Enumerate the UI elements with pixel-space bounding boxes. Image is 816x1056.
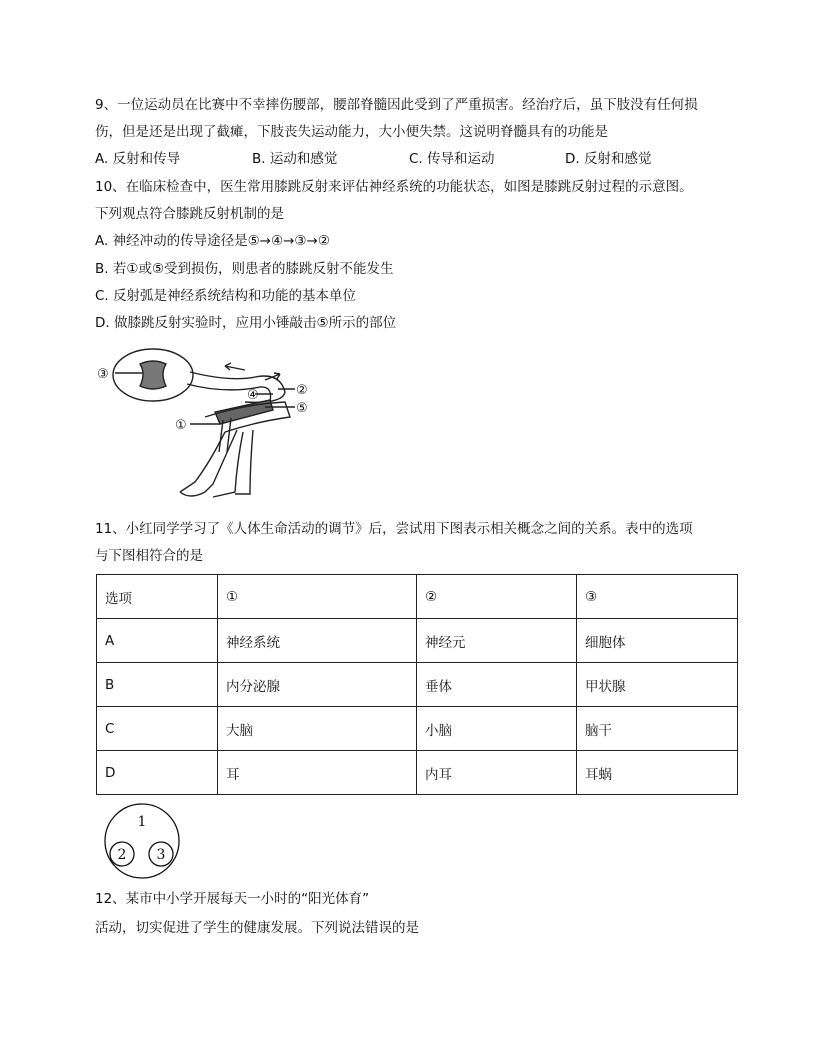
table-cell: 大脑 (218, 707, 417, 751)
table-cell: 垂体 (417, 663, 577, 707)
table-cell: 内耳 (417, 751, 577, 795)
table-cell: 神经元 (417, 619, 577, 663)
q12-stem-line1: 12、某市中小学开展每天一小时的“阳光体育” (95, 891, 370, 907)
concept-circle-diagram (97, 803, 191, 879)
table-cell: ③ (577, 575, 738, 619)
figure-label-2: ② (296, 383, 308, 398)
q11-options-table (96, 574, 738, 795)
q10-option-a: A. 神经冲动的传导途径是⑤→④→③→② (95, 233, 330, 249)
table-cell: ① (218, 575, 417, 619)
q9-stem-line1: 9、一位运动员在比赛中不幸摔伤腰部，腰部脊髓因此受到了严重损害。经治疗后，虽下肢没有任何损 (95, 97, 698, 113)
leg-front (180, 432, 225, 492)
q9-option-b: B. 运动和感觉 (252, 151, 338, 167)
q10-option-c: C. 反射弧是神经系统结构和功能的基本单位 (95, 288, 357, 304)
table-cell: 内分泌腺 (218, 663, 417, 707)
q11-stem-line2: 与下图相符合的是 (95, 548, 203, 564)
table-row (97, 751, 738, 795)
table-cell: 小脑 (417, 707, 577, 751)
table-cell: 细胞体 (577, 619, 738, 663)
table-cell: 脑干 (577, 707, 738, 751)
knee-reflex-figure (95, 342, 320, 507)
q11-stem-line1: 11、小红同学学习了《人体生命活动的调节》后，尝试用下图表示相关概念之间的关系。表中的选项 (95, 521, 693, 537)
q9-option-c: C. 传导和运动 (409, 151, 495, 167)
figure-label-5: ⑤ (296, 401, 308, 416)
figure-label-4: ④ (247, 388, 259, 403)
figure-label-3: ③ (97, 367, 109, 382)
table-row (97, 575, 738, 619)
table-row (97, 619, 738, 663)
table-cell: 甲状腺 (577, 663, 738, 707)
q9-option-d: D. 反射和感觉 (565, 151, 652, 167)
table-cell: ② (417, 575, 577, 619)
table-cell: B (97, 663, 218, 707)
q9-option-a: A. 反射和传导 (95, 151, 181, 167)
arrow-upper (225, 363, 245, 370)
table-cell: C (97, 707, 218, 751)
q10-option-b: B. 若①或⑤受到损伤，则患者的膝跳反射不能发生 (95, 261, 394, 277)
table-row (97, 663, 738, 707)
table-cell: D (97, 751, 218, 795)
q10-option-d: D. 做膝跳反射实验时，应用小锤敲击⑤所示的部位 (95, 315, 397, 331)
q10-stem-line1: 10、在临床检查中，医生常用膝跳反射来评估神经系统的功能状态，如图是膝跳反射过程的示意图。 (95, 179, 693, 195)
q9-stem-line2: 伤，但是还是出现了截瘫，下肢丧失运动能力，大小便失禁。这说明脊髓具有的功能是 (95, 124, 608, 140)
table-cell: 耳 (218, 751, 417, 795)
foot (180, 492, 205, 496)
table-cell: 耳蜗 (577, 751, 738, 795)
table-cell: 神经系统 (218, 619, 417, 663)
table-cell: 选项 (97, 575, 218, 619)
circle-label-3: 3 (156, 847, 166, 863)
figure-label-1: ① (175, 418, 187, 433)
q12-stem-line2: 活动，切实促进了学生的健康发展。下列说法错误的是 (95, 920, 419, 936)
circle-label-1: 1 (137, 814, 147, 830)
q10-stem-line2: 下列观点符合膝跳反射机制的是 (95, 206, 284, 222)
grey-matter (140, 361, 166, 389)
circle-label-2: 2 (117, 847, 127, 863)
table-cell: A (97, 619, 218, 663)
table-row (97, 707, 738, 751)
